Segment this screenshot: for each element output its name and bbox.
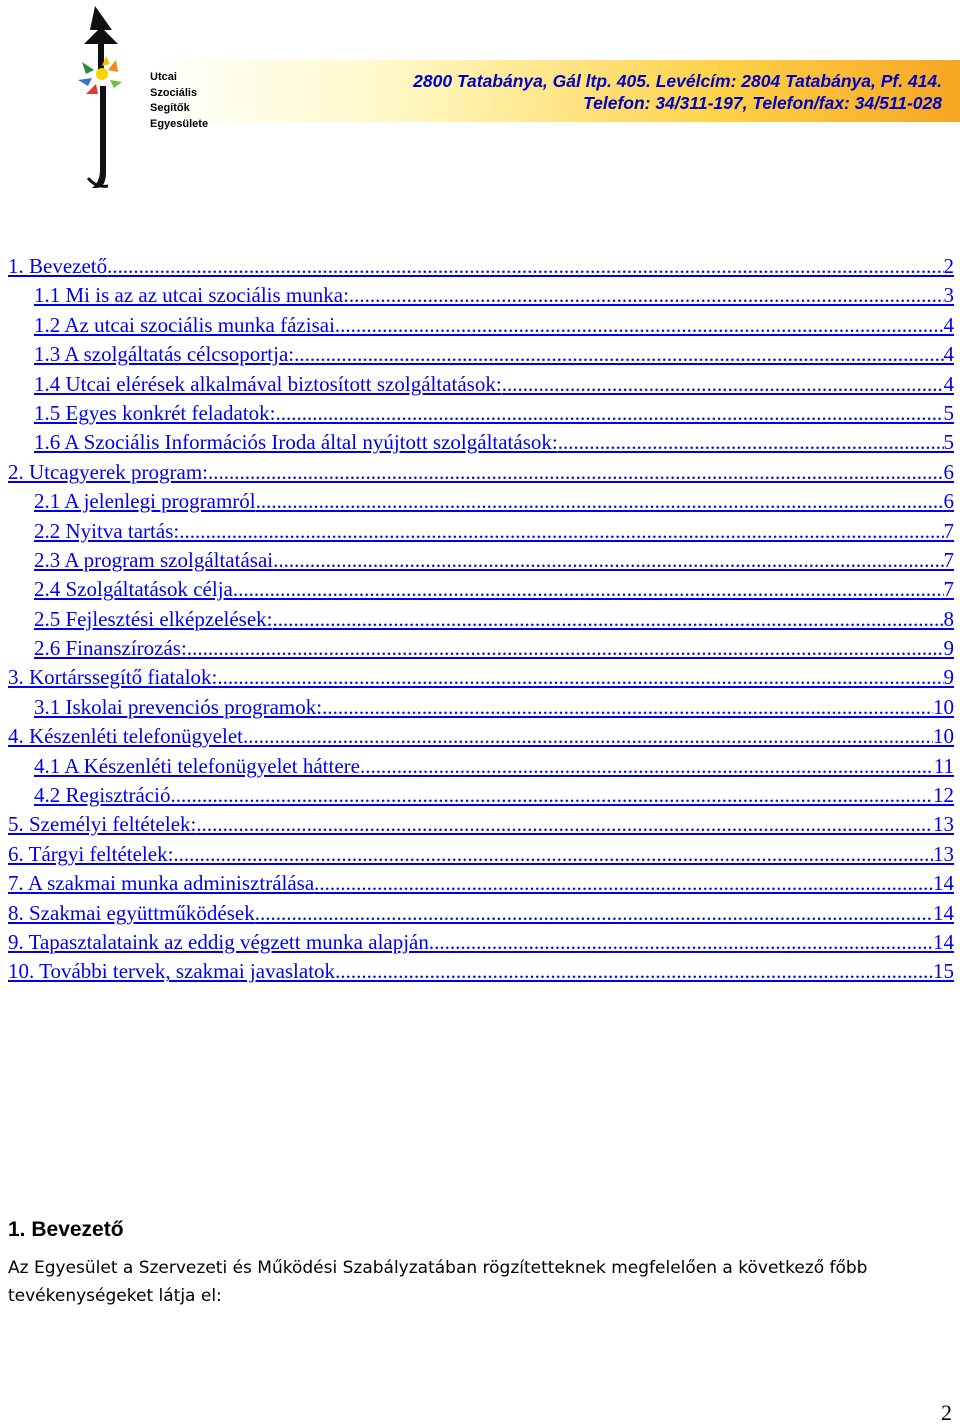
toc-dot-leader <box>502 372 944 397</box>
toc-dot-leader <box>275 401 943 426</box>
toc-entry[interactable] <box>8 812 954 841</box>
toc-entry[interactable] <box>8 842 954 871</box>
toc-entry[interactable] <box>8 342 954 371</box>
toc-entry-page: 4 <box>943 342 954 367</box>
toc-entry[interactable] <box>8 959 954 988</box>
toc-entry-label: 2.1 A jelenlegi programról <box>34 489 256 514</box>
toc-entry-page: 12 <box>933 783 954 808</box>
toc-entry[interactable] <box>8 783 954 812</box>
toc-dot-leader <box>294 342 943 367</box>
toc-entry-page: 5 <box>943 400 954 425</box>
toc-entry[interactable] <box>8 313 954 342</box>
toc-entry-page: 5 <box>943 430 954 455</box>
org-name-line: Segítők <box>150 102 190 114</box>
page-number: 2 <box>941 1400 952 1425</box>
table-of-contents <box>8 254 954 989</box>
toc-entry-page: 9 <box>943 636 954 661</box>
toc-dot-leader <box>273 548 943 573</box>
toc-entry[interactable] <box>8 460 954 489</box>
letterhead <box>0 0 960 200</box>
toc-entry-page: 13 <box>933 812 954 837</box>
toc-dot-leader <box>179 519 943 544</box>
org-name-line: Szociális <box>150 86 198 99</box>
toc-dot-leader <box>314 871 933 896</box>
toc-entry-label: 1. Bevezető <box>8 254 108 278</box>
phone-line: Telefon: 34/311-197, Telefon/fax: 34/511-028 <box>583 93 942 113</box>
toc-entry-page: 10 <box>933 694 954 719</box>
toc-dot-leader <box>558 430 944 455</box>
section-heading: 1. Bevezető <box>8 1218 124 1241</box>
toc-entry[interactable] <box>8 724 954 753</box>
toc-entry[interactable] <box>8 901 954 930</box>
toc-entry[interactable] <box>8 283 954 312</box>
toc-dot-leader <box>255 901 933 926</box>
organization-name <box>150 70 208 132</box>
toc-entry-label: 1.3 A szolgáltatás célcsoportja: <box>34 342 295 367</box>
toc-dot-leader <box>233 577 944 602</box>
toc-entry[interactable] <box>8 519 954 548</box>
toc-entry[interactable] <box>8 754 954 783</box>
toc-entry[interactable] <box>8 401 954 430</box>
toc-entry-label: 9. Tapasztalataink az eddig végzett munka alapján <box>8 929 429 954</box>
toc-entry-page: 8 <box>943 606 954 631</box>
toc-dot-leader <box>360 754 934 779</box>
toc-entry[interactable] <box>8 665 954 694</box>
toc-entry[interactable] <box>8 489 954 518</box>
toc-entry-label: 2. Utcagyerek program: <box>8 459 209 484</box>
toc-entry-page: 9 <box>943 665 954 690</box>
toc-entry[interactable] <box>8 430 954 459</box>
toc-entry-page: 7 <box>943 577 954 602</box>
contact-info <box>413 70 942 114</box>
toc-entry-label: 6. Tárgyi feltételek: <box>8 841 174 866</box>
toc-dot-leader <box>335 959 933 984</box>
toc-entry[interactable] <box>8 372 954 401</box>
toc-entry[interactable] <box>8 930 954 959</box>
toc-entry-label: 7. A szakmai munka adminisztrálása <box>8 871 315 896</box>
address-line: 2800 Tatabánya, Gál ltp. 405. Levélcím: 2804 Tatabánya, Pf. 414. <box>413 71 942 91</box>
toc-dot-leader <box>170 783 933 808</box>
toc-entry-page: 14 <box>933 900 954 925</box>
street-lamp-logo <box>62 2 152 192</box>
toc-dot-leader <box>429 930 933 955</box>
toc-entry-label: 1.4 Utcai elérések alkalmával biztosított szolgáltatások: <box>34 371 502 396</box>
toc-entry-label: 1.6 A Szociális Információs Iroda által nyújtott szolgáltatások: <box>34 430 558 455</box>
toc-dot-leader <box>256 489 944 514</box>
toc-dot-leader <box>335 313 944 338</box>
toc-entry-page: 11 <box>933 753 954 778</box>
toc-entry-label: 4.2 Regisztráció <box>34 783 171 808</box>
toc-entry[interactable] <box>8 695 954 724</box>
org-name-line: Utcai <box>150 71 177 83</box>
toc-entry-label: 3.1 Iskolai prevenciós programok: <box>34 694 323 719</box>
toc-dot-leader <box>349 283 944 308</box>
toc-entry-label: 2.6 Finanszírozás: <box>34 636 187 661</box>
toc-entry-label: 2.2 Nyitva tartás: <box>34 518 180 543</box>
toc-entry[interactable] <box>8 871 954 900</box>
toc-entry-page: 7 <box>943 547 954 572</box>
toc-entry-label: 3. Kortárssegítő fiatalok: <box>8 665 218 690</box>
toc-entry-page: 4 <box>943 371 954 396</box>
toc-entry-label: 2.5 Fejlesztési elképzelések: <box>34 606 273 631</box>
org-name-line: Egyesülete <box>150 117 209 130</box>
toc-entry-page: 2 <box>943 254 954 278</box>
toc-entry-page: 13 <box>933 841 954 866</box>
toc-entry-page: 15 <box>933 959 954 984</box>
toc-entry-page: 10 <box>933 724 954 749</box>
toc-dot-leader <box>217 665 943 690</box>
toc-entry-page: 6 <box>943 459 954 484</box>
toc-entry-label: 2.3 A program szolgáltatásai <box>34 547 274 572</box>
toc-entry-page: 7 <box>943 518 954 543</box>
toc-entry-label: 5. Személyi feltételek: <box>8 812 197 837</box>
toc-dot-leader <box>243 724 933 749</box>
toc-entry-page: 3 <box>943 283 954 308</box>
toc-entry-label: 4.1 A Készenléti telefonügyelet háttere <box>34 753 360 778</box>
toc-entry-label: 10. További tervek, szakmai javaslatok <box>8 959 336 984</box>
toc-entry-page: 4 <box>943 312 954 337</box>
toc-dot-leader <box>208 460 943 485</box>
toc-entry[interactable] <box>8 254 954 283</box>
toc-entry-label: 1.5 Egyes konkrét feladatok: <box>34 400 276 425</box>
toc-dot-leader <box>322 695 933 720</box>
toc-entry-label: 2.4 Szolgáltatások célja <box>34 577 233 602</box>
toc-dot-leader <box>196 812 933 837</box>
toc-entry[interactable] <box>8 577 954 606</box>
toc-entry-page: 14 <box>933 871 954 896</box>
toc-entry[interactable] <box>8 548 954 577</box>
toc-entry-label: 8. Szakmai együttműködések <box>8 900 255 925</box>
toc-entry[interactable] <box>8 607 954 636</box>
toc-dot-leader <box>187 636 944 661</box>
section-body-text: Az Egyesület a Szervezeti és Működési Szabályzatában rögzítetteknek megfelelően a következő főbb tevékenységeket látja el: <box>8 1258 868 1306</box>
toc-entry-label: 1.1 Mi is az az utcai szociális munka: <box>34 283 349 308</box>
toc-entry-page: 14 <box>933 929 954 954</box>
toc-entry-page: 6 <box>943 489 954 514</box>
toc-entry[interactable] <box>8 636 954 665</box>
toc-entry-label: 1.2 Az utcai szociális munka fázisai <box>34 312 335 337</box>
toc-dot-leader <box>107 254 943 279</box>
toc-dot-leader <box>173 842 933 867</box>
toc-entry-label: 4. Készenléti telefonügyelet <box>8 724 243 749</box>
toc-dot-leader <box>273 607 944 632</box>
